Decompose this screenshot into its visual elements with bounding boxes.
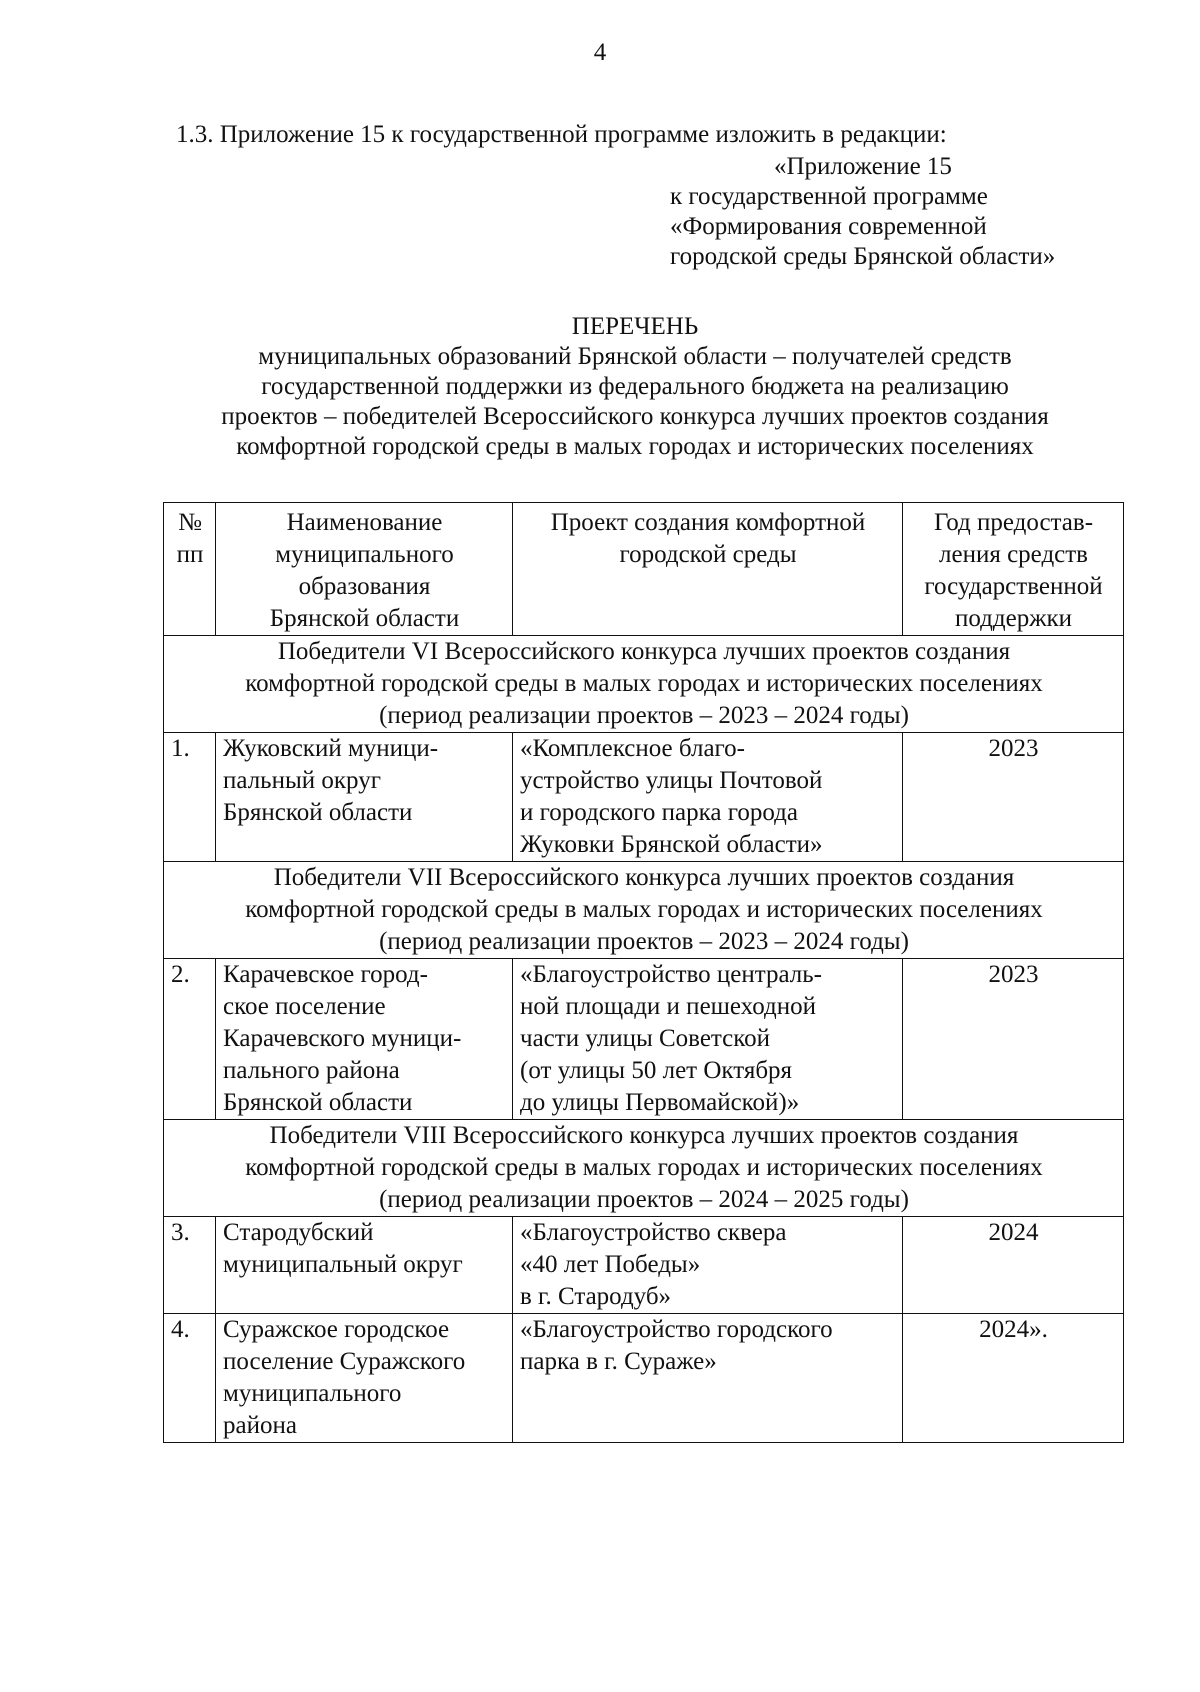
row-number: 1. xyxy=(164,733,216,862)
municipalities-table xyxy=(163,502,1124,1443)
row-municipality-line: Брянской области xyxy=(223,799,413,826)
group-title-line: комфортной городской среды в малых городах и исторических поселениях xyxy=(245,896,1043,923)
row-project-line: до улицы Первомайской)» xyxy=(520,1089,800,1116)
row-project-line: части улицы Советской xyxy=(520,1025,771,1052)
row-year: 2023 xyxy=(903,733,1124,862)
row-municipality-line: Брянской области xyxy=(223,1089,413,1116)
row-municipality-line: поселение Суражского xyxy=(223,1348,466,1375)
row-year: 2023 xyxy=(903,959,1124,1120)
header-municipality xyxy=(216,503,513,636)
row-project-line: «Благоустройство городского xyxy=(520,1316,833,1343)
row-project-line: Жуковки Брянской области» xyxy=(520,831,823,858)
table-row xyxy=(164,959,1124,1120)
header-year xyxy=(903,503,1124,636)
group-title-line: комфортной городской среды в малых городах и исторических поселениях xyxy=(245,1154,1043,1181)
header-municipality-line: Наименование xyxy=(286,509,443,536)
appendix-reference xyxy=(670,152,1055,272)
row-municipality xyxy=(216,1217,513,1314)
row-municipality-line: ское поселение xyxy=(223,993,386,1020)
row-project-line: и городского парка города xyxy=(520,799,798,826)
row-project-line: «Благоустройство сквера xyxy=(520,1219,787,1246)
header-year-line: поддержки xyxy=(955,605,1072,632)
header-year-line: государственной xyxy=(924,573,1103,600)
group-title-line: (период реализации проектов – 2024 – 2025 годы) xyxy=(379,1186,909,1213)
appendix-reference-line: «Приложение 15 xyxy=(774,153,952,180)
table-row xyxy=(164,1314,1124,1443)
header-municipality-line: муниципального xyxy=(275,541,454,568)
group-title-row xyxy=(164,636,1124,733)
row-municipality-line: пальный округ xyxy=(223,767,381,794)
row-municipality-line: Карачевского муници- xyxy=(223,1025,462,1052)
title-heading: ПЕРЕЧЕНЬ xyxy=(571,313,699,340)
header-number-line: пп xyxy=(176,541,204,568)
row-municipality-line: района xyxy=(223,1412,297,1439)
row-municipality xyxy=(216,1314,513,1443)
row-municipality-line: Карачевское город- xyxy=(223,961,428,988)
amendment-intro: 1.3. Приложение 15 к государственной программе изложить в редакции: xyxy=(176,121,947,148)
header-year-line: Год предостав- xyxy=(933,509,1094,536)
row-municipality-line: Суражское городское xyxy=(223,1316,450,1343)
row-municipality xyxy=(216,733,513,862)
title-line: проектов – победителей Всероссийского конкурса лучших проектов создания xyxy=(221,403,1049,430)
row-project-line: парка в г. Сураже» xyxy=(520,1348,717,1375)
group-title-line: Победители VIII Всероссийского конкурса лучших проектов создания xyxy=(269,1122,1019,1149)
group-title xyxy=(164,862,1124,959)
row-project xyxy=(513,959,903,1120)
group-title-line: (период реализации проектов – 2023 – 2024 годы) xyxy=(379,928,909,955)
row-municipality xyxy=(216,959,513,1120)
row-project-line: «Благоустройство централь- xyxy=(520,961,822,988)
table-row xyxy=(164,733,1124,862)
title-line: муниципальных образований Брянской области – получателей средств xyxy=(258,343,1012,370)
row-project-line: устройство улицы Почтовой xyxy=(520,767,823,794)
header-project-line: городской среды xyxy=(619,541,797,568)
row-year: 2024». xyxy=(903,1314,1124,1443)
group-title-line: Победители VI Всероссийского конкурса лучших проектов создания xyxy=(277,638,1011,665)
appendix-reference-line: городской среды Брянской области» xyxy=(670,243,1056,270)
row-project xyxy=(513,733,903,862)
header-project xyxy=(513,503,903,636)
header-year-line: ления средств xyxy=(939,541,1088,568)
group-title xyxy=(164,1120,1124,1217)
row-project-line: «Комплексное благо- xyxy=(520,735,745,762)
row-project-line: ной площади и пешеходной xyxy=(520,993,816,1020)
row-project xyxy=(513,1217,903,1314)
group-title-line: Победители VII Всероссийского конкурса лучших проектов создания xyxy=(273,864,1015,891)
row-year: 2024 xyxy=(903,1217,1124,1314)
row-municipality-line: пального района xyxy=(223,1057,400,1084)
row-number: 3. xyxy=(164,1217,216,1314)
page-number: 4 xyxy=(593,39,607,66)
row-number: 2. xyxy=(164,959,216,1120)
row-project xyxy=(513,1314,903,1443)
row-municipality-line: муниципального xyxy=(223,1380,402,1407)
document-title xyxy=(160,312,1110,462)
appendix-reference-line: к государственной программе xyxy=(670,183,988,210)
title-line: государственной поддержки из федерального бюджета на реализацию xyxy=(261,373,1009,400)
row-municipality-line: Стародубский xyxy=(223,1219,374,1246)
row-project-line: в г. Стародуб» xyxy=(520,1283,672,1310)
title-line: комфортной городской среды в малых городах и исторических поселениях xyxy=(236,433,1034,460)
row-project-line: «40 лет Победы» xyxy=(520,1251,701,1278)
row-municipality-line: Жуковский муници- xyxy=(223,735,439,762)
group-title-line: (период реализации проектов – 2023 – 2024 годы) xyxy=(379,702,909,729)
group-title-line: комфортной городской среды в малых городах и исторических поселениях xyxy=(245,670,1043,697)
row-municipality-line: муниципальный округ xyxy=(223,1251,463,1278)
table-header-row xyxy=(164,503,1124,636)
appendix-reference-line: «Формирования современной xyxy=(670,213,987,240)
table-row xyxy=(164,1217,1124,1314)
header-municipality-line: образования xyxy=(298,573,431,600)
group-title-row xyxy=(164,862,1124,959)
group-title xyxy=(164,636,1124,733)
header-project-line: Проект создания комфортной xyxy=(550,509,866,536)
row-project-line: (от улицы 50 лет Октября xyxy=(520,1057,793,1084)
header-number-line: № xyxy=(178,509,202,536)
header-number xyxy=(164,503,216,636)
group-title-row xyxy=(164,1120,1124,1217)
row-number: 4. xyxy=(164,1314,216,1443)
header-municipality-line: Брянской области xyxy=(269,605,460,632)
